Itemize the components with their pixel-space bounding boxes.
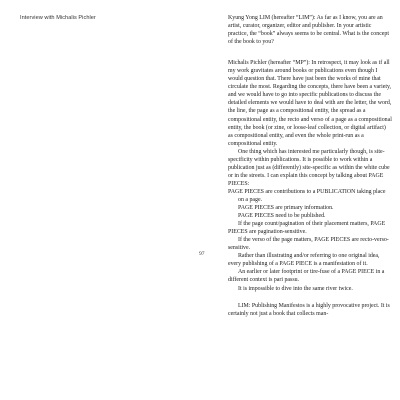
question-paragraph: Kyung Yong LIM (hereafter “LIM”): As far as I know, you are an artist, curator, organizer, editor and publisher. In your artistic practice, the “book” always seems to be central. What is the concept of the book to you? [228, 15, 389, 46]
list-item: PAGE PIECES need to be published. [238, 213, 326, 220]
interview-text-column [228, 14, 392, 318]
list-item: An earlier or later footprint or tire-fuse of a PAGE PIECE in a different context is pari passu. [228, 269, 385, 284]
final-paragraph: LIM: Publishing Manifestos is a highly provocative project. It is certainly not just a book that collects man- [228, 302, 390, 317]
answer-paragraph-1: Michalis Pichler (hereafter “MP”): In retrospect, it may look as if all my work gravitates around books or publications even though I would question that. There have just been the works of mine that circulate the most. Regarding the concepts, there have been a variety, and we would have to go into specific publications to discuss the detailed elements we would have to deal with are the letter, the word, the line, the page as a compositional entity, the spread as a compositional entity, the recto and verso of a page as a compositional entity, the book (or zine, or loose-leaf collection, or digital artifact) as compositional entity, and even the whole print-run as a compositional entity. [228, 60, 392, 147]
running-head: Interview with Michalis Pichler [20, 15, 96, 21]
list-item: If the page count/pagination of their placement matters, PAGE PIECES are pagination-sensitive. [228, 221, 386, 236]
list-item: If the verso of the page matters, PAGE PIECES are recto-verso-sensitive. [228, 237, 389, 252]
list-item: PAGE PIECES are contributions to a PUBLICATION taking place on a page. [228, 188, 386, 203]
list-item: PAGE PIECES are primary information. [238, 205, 334, 212]
page-number: 97 [199, 251, 205, 257]
list-item: Rather than illustrating and/or referring to one original idea, every publishing of a PAGE PIECE is a manifestation of it. [228, 253, 380, 268]
answer-paragraph-2: One thing which has interested me particularly though, is site-specificity within publications. It is possible to work within a publication just as (differently) site-specific as within the white cube or in the streets. I can explain this concept by talking about PAGE PIECES: [228, 148, 390, 187]
list-item: It is impossible to dive into the same river twice. [238, 285, 353, 292]
